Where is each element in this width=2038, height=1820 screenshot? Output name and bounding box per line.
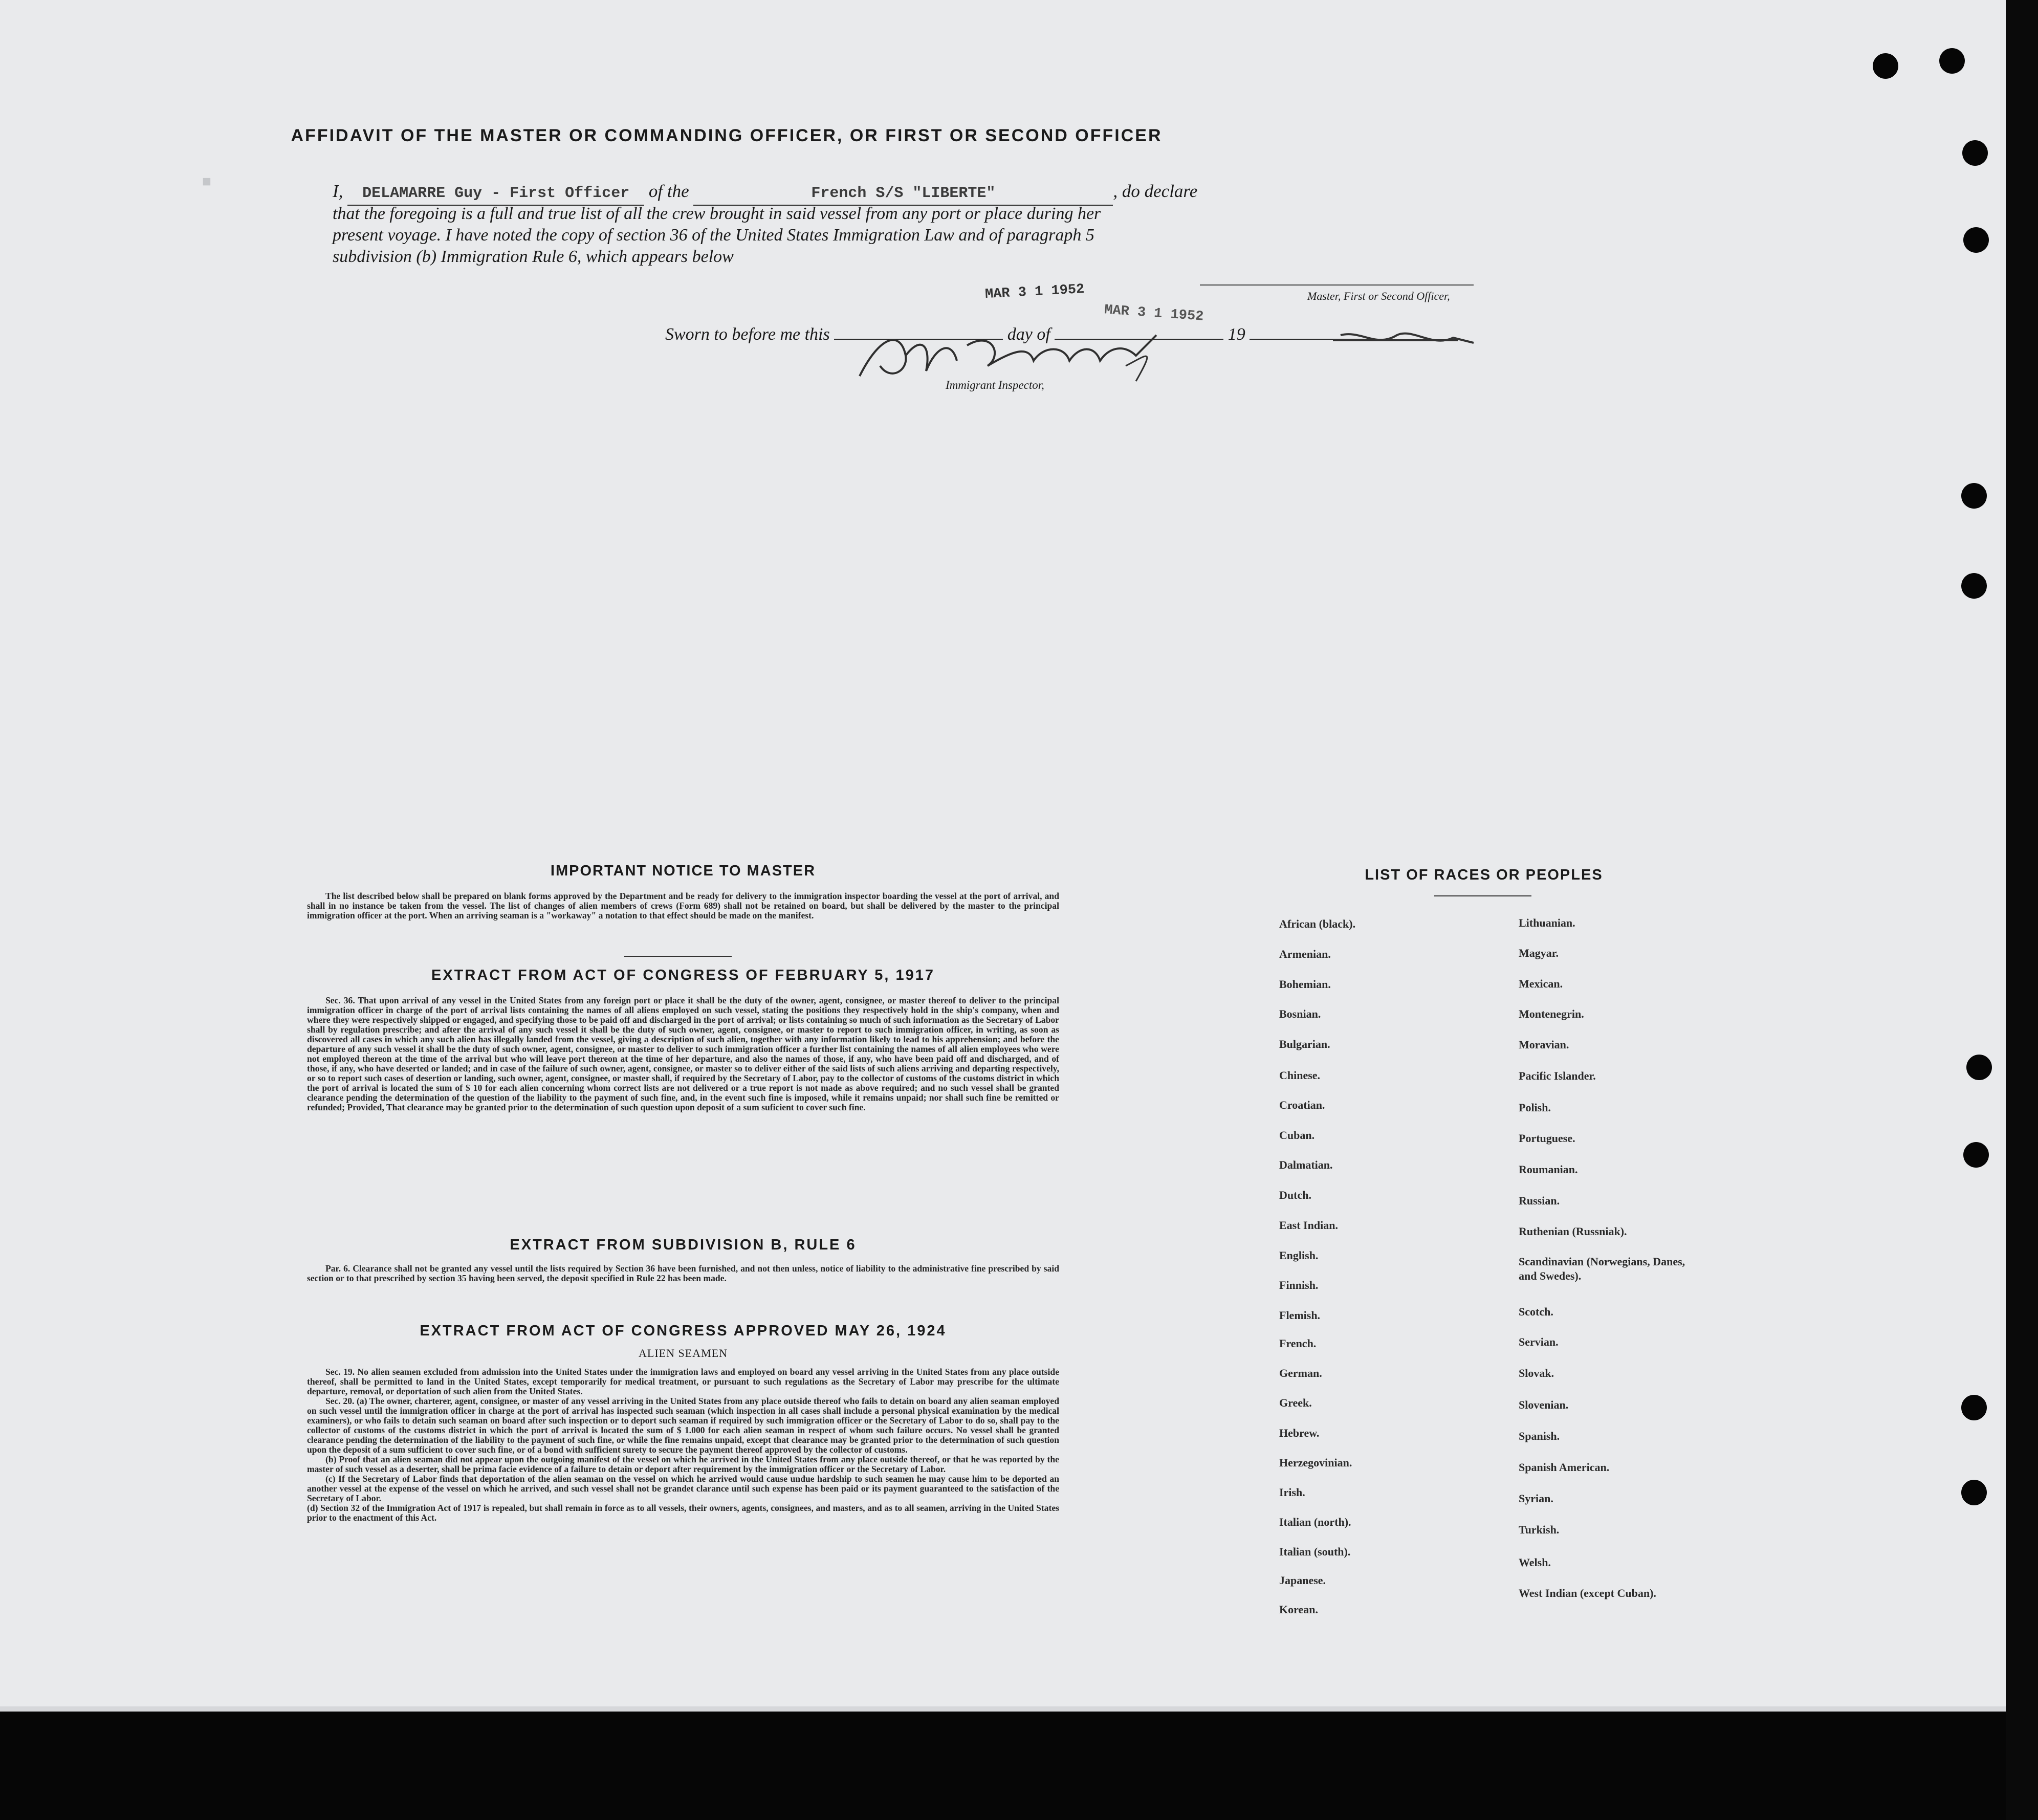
notice-text: [307, 891, 1059, 920]
race-item: Cuban.: [1279, 1129, 1315, 1142]
sec-20b-paragraph: (b) Proof that an alien seaman did not appear upon the outgoing manifest of the vessel on which he arrived in the United States from any place outside thereof, or that he was reported by the master of such vessel as a deserter, shall be prima facie evidence of a failure to detain or deport after requirement by the immigration officer or the Secretary of Labor.: [307, 1454, 1059, 1474]
race-item: Finnish.: [1279, 1279, 1319, 1291]
race-item: Ruthenian (Russniak).: [1519, 1225, 1627, 1238]
pronoun: I,: [333, 181, 343, 201]
races-divider: [1434, 895, 1531, 896]
race-item: Spanish.: [1519, 1430, 1560, 1442]
race-item: Dutch.: [1279, 1189, 1311, 1201]
sworn-label: Sworn to before me this: [665, 325, 830, 344]
declaration-line-3: present voyage. I have noted the copy of section 36 of the United States Immigration Law and of paragraph 5: [333, 226, 1094, 245]
date-stamp-second: MAR 3 1 1952: [1104, 302, 1204, 325]
race-item: Welsh.: [1519, 1556, 1551, 1569]
vessel-name: French S/S "LIBERTE": [811, 185, 996, 202]
par-6-paragraph: Par. 6. Clearance shall not be granted any vessel until the lists required by Section 36 have been furnished, and not then unless, notice of liability to the administrative fine prescribed by said section or to that prescribed by section 35 having been served, the deposit specified in Rule 22 has been made.: [307, 1263, 1059, 1283]
race-item: Roumanian.: [1519, 1163, 1578, 1176]
punch-hole: [1966, 1055, 1992, 1080]
race-item: Magyar.: [1519, 947, 1559, 959]
punch-hole: [1939, 48, 1965, 74]
punch-hole: [1961, 1480, 1987, 1505]
sec-36-paragraph: Sec. 36. That upon arrival of any vessel in the United States from any foreign port or place it shall be the duty of the owner, agent, consignee, or master thereof to deliver to the principal immigration officer in charge of the port of arrival lists containing the names of all aliens employed on such vessel, stating the positions they respectively hold in the ship's company, when and where they were respectively shipped or engaged, and specifying those to be paid off and discharged in the port of arrival; or lists containing so much of such information as the Secretary of Labor shall by regulation prescribe; and after the arrival of any such vessel it shall be the duty of such owner, agent, consignee, or master to report to such immigration officer, in writing, as soon as discovered all cases in which any such alien has illegally landed from the vessel, giving a description of such alien, together with any information likely to lead to his apprehension; and before the departure of any such vessel it shall be the duty of such owner, agent, consignee, or master to deliver to such immigration officer a further list containing the names of all alien employees who were not employed thereon at the time of the arrival but who will leave port thereon at the time of her departure, and also the names of those, if any, who have been paid off and discharged, and of those, if any, who have deserted or landed; and in case of the failure of such owner, agent, consignee, or master so to deliver either of the said lists of such aliens arriving and departing respectively, or so to report such cases of desertion or landing, such owner, agent, consignee, or master shall, if required by the Secretary of Labor, pay to the collector of customs of the customs district in which the port of arrival is located the sum of $ 10 for each alien concerning whom correct lists are not delivered or a true report is not made as above required; and no such vessel shall be granted clearance pending the determination of the question of the liability to the payment of such fine, and, in the event such fine is imposed, while it remains unpaid; nor shall such fine be remitted or refunded; Provided, That clearance may be granted prior to the determination of such question upon deposit of a sum suficient to cover such fine.: [307, 995, 1059, 1112]
extract-1917-text: [307, 996, 1059, 1112]
punch-hole: [1963, 227, 1989, 253]
punch-hole: [1961, 1395, 1987, 1420]
races-title: LIST OF RACES OR PEOPLES: [1365, 867, 1603, 883]
sec-20c-paragraph: (c) If the Secretary of Labor finds that deportation of the alien seaman on the vessel on which he arrived would cause undue hardship to such seamen he may cause him to be deported an another vessel at the expense of the vessel on which he arrived, and such vessel shall not be grandet clarance until such expense has been paid or its payment guaranteed to the satisfaction of the Secretary of Labor.: [307, 1474, 1059, 1503]
race-item: Moravian.: [1519, 1038, 1569, 1051]
inspector-caption: Immigrant Inspector,: [946, 379, 1044, 391]
race-item: Croatian.: [1279, 1099, 1325, 1111]
extract-rule-6-title: EXTRACT FROM SUBDIVISION B, RULE 6: [510, 1237, 857, 1253]
race-item: English.: [1279, 1249, 1319, 1262]
race-item: Portuguese.: [1519, 1132, 1575, 1145]
declaration-line-4: subdivision (b) Immigration Rule 6, which appears below: [333, 247, 734, 266]
race-item: Hebrew.: [1279, 1427, 1320, 1439]
race-item: Russian.: [1519, 1194, 1560, 1207]
race-item: German.: [1279, 1367, 1322, 1379]
race-item: Scandinavian (Norwegians, Danes, and Swedes).: [1519, 1255, 1685, 1282]
extract-1924-text: [307, 1367, 1059, 1523]
affidavit-title: AFFIDAVIT OF THE MASTER OR COMMANDING OFFICER, OR FIRST OR SECOND OFFICER: [291, 126, 1163, 145]
notice-paragraph: The list described below shall be prepared on blank forms approved by the Department and be ready for delivery to the immigration inspector boarding the vessel at the port of arrival, and shall in no instance be taken from the vessel. The list of changes of alien members of crews (Form 689) shall not be retained on board, but shall be delivered by the master to the principal immigration officer at the port. When an arriving seaman is a "workaway" a notation to that effect should be made on the manifest.: [307, 891, 1059, 920]
race-item: Mexican.: [1519, 977, 1563, 990]
sec-20a-paragraph: Sec. 20. (a) The owner, charterer, agent, consignee, or master of any vessel arriving in the United States from any place outside thereof who fails to detain on board any alien seaman employed on such vessel until the immigration officer in charge at the port of arrival has inspected such seaman (which inspection in all cases shall include a personal physical examination by the medical examiners), or who fails to detain such seaman on board after such inspection or to deport such seaman if required by such immigration officer or the Secretary of Labor to do so, shall pay to the collector of customs of the customs district in which the port of arrival is located the sum of $ 1.000 for each alien seaman in respect of whom such failure occurs. No vessel shall be granted clearance pending the determination of the liability to the payment of such fine, or while the fine remains unpaid, except that clearance may be granted prior to the determination of such question upon the deposit of a sum sufficient to cover such fine, or of a bond with sufficient surety to secure the payment thereof approved by the collector of customs.: [307, 1396, 1059, 1455]
race-item: Servian.: [1519, 1335, 1559, 1348]
of-the-label: of the: [648, 181, 689, 201]
extract-rule-6-text: [307, 1264, 1059, 1283]
race-item: Pacific Islander.: [1519, 1069, 1596, 1082]
date-stamp: MAR 3 1 1952: [984, 281, 1085, 303]
extract-1924-title: EXTRACT FROM ACT OF CONGRESS APPROVED MAY 26, 1924: [420, 1323, 947, 1339]
alien-seamen-subtitle: ALIEN SEAMEN: [639, 1347, 728, 1359]
race-item: Lithuanian.: [1519, 916, 1575, 929]
race-item: Italian (north).: [1279, 1516, 1351, 1528]
extract-1917-title: EXTRACT FROM ACT OF CONGRESS OF FEBRUARY 5, 1917: [431, 967, 935, 983]
vessel-field: [693, 180, 1113, 206]
race-item: Bosnian.: [1279, 1007, 1321, 1020]
race-item: Dalmatian.: [1279, 1158, 1333, 1171]
race-item: Bohemian.: [1279, 978, 1331, 991]
punch-hole: [1961, 573, 1987, 599]
punch-hole: [1873, 53, 1898, 79]
race-item: Scotch.: [1519, 1305, 1553, 1318]
notice-title: IMPORTANT NOTICE TO MASTER: [550, 863, 816, 879]
year-prefix: 19: [1228, 325, 1245, 344]
officer-signature-line: [1200, 284, 1474, 286]
month-scribble: [1330, 327, 1484, 353]
race-item: Herzegovinian.: [1279, 1456, 1352, 1469]
race-item: Spanish American.: [1519, 1461, 1610, 1474]
officer-name: DELAMARRE Guy - First Officer: [362, 185, 630, 202]
race-item: Bulgarian.: [1279, 1038, 1330, 1050]
race-item: Syrian.: [1519, 1492, 1553, 1505]
bleed-through-mark: ■: [202, 174, 212, 191]
race-item: West Indian (except Cuban).: [1519, 1587, 1656, 1599]
race-item: Slovenian.: [1519, 1398, 1569, 1411]
declaration-line-2: that the foregoing is a full and true list of all the crew brought in said vessel from any port or place during her: [333, 204, 1101, 223]
race-item: Turkish.: [1519, 1523, 1560, 1536]
punch-hole: [1961, 483, 1987, 509]
race-item: Italian (south).: [1279, 1545, 1351, 1558]
race-item: Montenegrin.: [1519, 1007, 1584, 1020]
punch-hole: [1962, 140, 1988, 166]
race-item: Irish.: [1279, 1486, 1305, 1499]
officer-caption: Master, First or Second Officer,: [1307, 290, 1450, 302]
race-item: Slovak.: [1519, 1367, 1554, 1379]
race-item: Korean.: [1279, 1603, 1318, 1616]
officer-name-field: [347, 180, 644, 206]
race-item: Japanese.: [1279, 1574, 1326, 1587]
punch-hole: [1963, 1142, 1989, 1168]
day-of-label: day of: [1007, 325, 1050, 344]
race-item: Greek.: [1279, 1396, 1312, 1409]
race-item: French.: [1279, 1337, 1317, 1350]
do-declare-label: , do declare: [1113, 181, 1198, 201]
race-item: Flemish.: [1279, 1309, 1321, 1322]
race-item: Armenian.: [1279, 948, 1331, 960]
sec-20d-paragraph: (d) Section 32 of the Immigration Act of 1917 is repealed, but shall remain in force as to all vessels, their owners, agents, consignees, and masters, and as to all seamen, arriving in the United States prior to the enactment of this Act.: [307, 1503, 1059, 1523]
race-item: Chinese.: [1279, 1069, 1321, 1082]
race-item: African (black).: [1279, 917, 1356, 930]
race-item: East Indian.: [1279, 1219, 1338, 1232]
inspector-signature: [849, 325, 1208, 386]
race-item: Polish.: [1519, 1101, 1551, 1114]
sec-19-paragraph: Sec. 19. No alien seamen excluded from admission into the United States under the immigration laws and employed on board any vessel arriving in the United States from any place outside thereof, shall be permitted to land in the United States, except temporarily for medical treatment, or pursuant to such regulations as the Secretary of Labor may prescribe for the ultimate departure, removal, or deportation of such alien from the United States.: [307, 1367, 1059, 1396]
scan-edge: [2006, 0, 2038, 1820]
divider: [624, 956, 732, 957]
declaration-line-1: [333, 180, 1479, 206]
